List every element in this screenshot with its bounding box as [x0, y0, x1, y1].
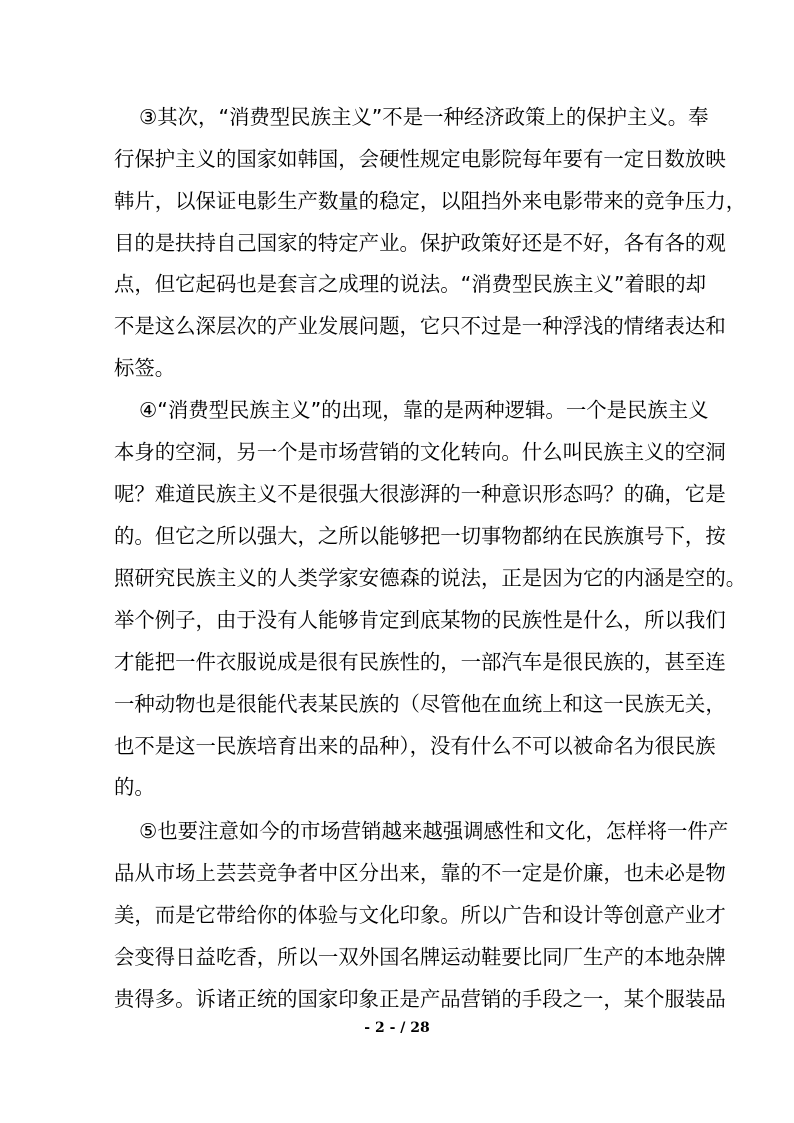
paragraph-5-line-4: 会变得日益吃香，所以一双外国名牌运动鞋要比同厂生产的本地杂牌 — [114, 945, 726, 969]
paragraph-4-line-2: 本身的空洞，另一个是市场营销的文化转向。什么叫民族主义的空洞 — [114, 440, 726, 464]
paragraph-4-line-3: 呢？难道民族主义不是很强大很澎湃的一种意识形态吗？的确，它是 — [114, 482, 726, 506]
paragraph-4-line-5: 照研究民族主义的人类学家安德森的说法，正是因为它的内涵是空的。 — [114, 566, 747, 590]
paragraph-5-line-5: 贵得多。诉诸正统的国家印象正是产品营销的手段之一，某个服装品 — [114, 987, 726, 1011]
page-number-footer: - 2 - / 28 — [364, 1020, 430, 1036]
paragraph-4-line-1: ④“消费型民族主义”的出现，靠的是两种逻辑。一个是民族主义 — [139, 398, 709, 422]
paragraph-3-line-6: 不是这么深层次的产业发展问题，它只不过是一种浮浅的情绪表达和 — [114, 314, 726, 338]
paragraph-5-line-2: 品从市场上芸芸竞争者中区分出来，靠的不一定是价廉，也未必是物 — [114, 861, 726, 885]
paragraph-3-line-4: 目的是扶持自己国家的特定产业。保护政策好还是不好，各有各的观 — [114, 231, 726, 255]
paragraph-5-line-3: 美，而是它带给你的体验与文化印象。所以广告和设计等创意产业才 — [114, 903, 726, 927]
paragraph-3-line-5: 点，但它起码也是套言之成理的说法。“消费型民族主义”着眼的却 — [114, 272, 707, 296]
paragraph-3-line-1: ③其次，“消费型民族主义”不是一种经济政策上的保护主义。奉 — [139, 105, 709, 129]
paragraph-3-line-2: 行保护主义的国家如韩国，会硬性规定电影院每年要有一定日数放映 — [114, 147, 726, 171]
paragraph-3-line-7: 标签。 — [114, 356, 176, 380]
paragraph-4-line-8: 一种动物也是很能代表某民族的（尽管他在血统上和这一民族无关， — [114, 692, 726, 716]
paragraph-5-line-1: ⑤也要注意如今的市场营销越来越强调感性和文化，怎样将一件产 — [139, 819, 729, 843]
paragraph-4-line-9: 也不是这一民族培育出来的品种），没有什么不可以被命名为很民族 — [114, 734, 716, 758]
paragraph-4-line-6: 举个例子，由于没有人能够肯定到底某物的民族性是什么，所以我们 — [114, 608, 726, 632]
paragraph-4-line-4: 的。但它之所以强大，之所以能够把一切事物都纳在民族旗号下，按 — [114, 524, 726, 548]
paragraph-4-line-7: 才能把一件衣服说成是很有民族性的，一部汽车是很民族的，甚至连 — [114, 650, 726, 674]
paragraph-4-line-10: 的。 — [114, 775, 155, 799]
paragraph-3-line-3: 韩片，以保证电影生产数量的稳定，以阻挡外来电影带来的竞争压力， — [114, 189, 747, 213]
